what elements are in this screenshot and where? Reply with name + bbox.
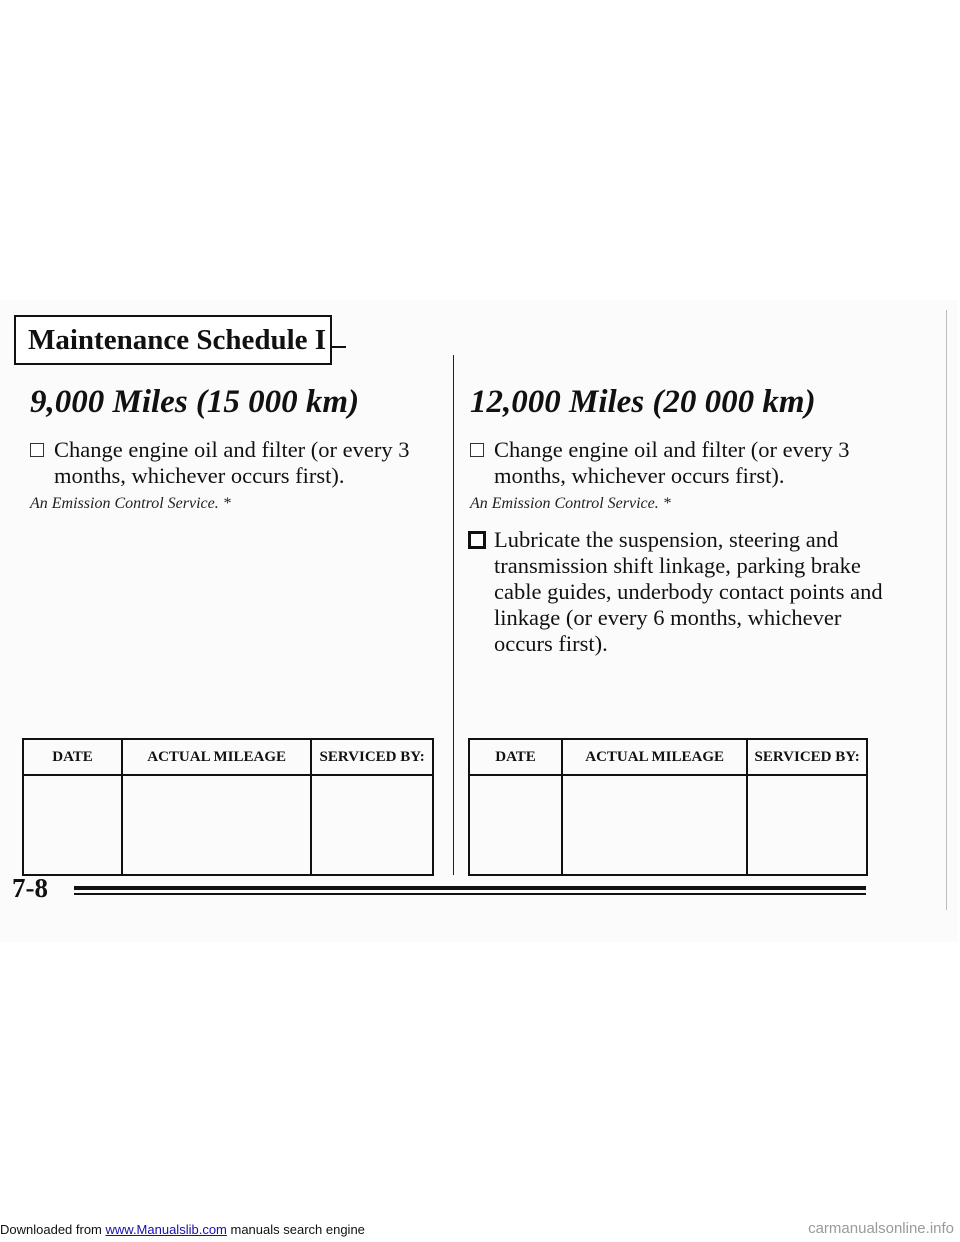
service-log-table-left	[22, 738, 434, 876]
footer-rule	[74, 886, 866, 890]
attribution-prefix: Downloaded from	[0, 1222, 106, 1237]
watermark-text: carmanualsonline.info	[808, 1220, 954, 1237]
mileage-cell[interactable]	[562, 775, 747, 875]
interval-heading: 9,000 Miles (15 000 km)	[30, 384, 360, 420]
checklist-item-text: Change engine oil and filter (or every 3 months, whichever occurs first).	[54, 437, 410, 488]
section-banner	[14, 315, 332, 365]
mileage-cell[interactable]	[122, 775, 311, 875]
manualslib-link[interactable]: www.Manualslib.com	[105, 1222, 227, 1237]
checklist-item-text: Lubricate the suspension, steering and transmission shift linkage, parking brake cable guides, underbody contact points and linkage (or every 6 months, whichever occurs first).	[494, 527, 883, 656]
emission-note: An Emission Control Service. *	[30, 495, 231, 512]
checklist-item	[470, 527, 890, 657]
checkbox-icon[interactable]	[30, 443, 44, 457]
column-header-serviced-by: SERVICED BY:	[747, 739, 867, 775]
column-divider	[453, 355, 454, 875]
page-number: 7-8	[12, 873, 48, 903]
emission-note: An Emission Control Service. *	[470, 495, 671, 512]
date-cell[interactable]	[23, 775, 122, 875]
attribution-suffix: manuals search engine	[226, 1222, 365, 1237]
interval-12000-section	[470, 384, 890, 661]
checkbox-icon[interactable]	[468, 531, 486, 549]
banner-tick-decoration	[332, 346, 346, 348]
column-header-date: DATE	[23, 739, 122, 775]
serviced-by-cell[interactable]	[311, 775, 433, 875]
checklist-item-text: Change engine oil and filter (or every 3 months, whichever occurs first).	[494, 437, 850, 488]
column-header-date: DATE	[469, 739, 562, 775]
footer-rule-thin	[74, 893, 866, 895]
interval-9000-section	[30, 384, 440, 527]
page-edge-line	[946, 310, 947, 910]
checklist-item	[30, 437, 440, 489]
column-header-actual-mileage: ACTUAL MILEAGE	[562, 739, 747, 775]
checklist-item	[470, 437, 890, 489]
checkbox-icon[interactable]	[470, 443, 484, 457]
service-log-table-right	[468, 738, 868, 876]
column-header-serviced-by: SERVICED BY:	[311, 739, 433, 775]
serviced-by-cell[interactable]	[747, 775, 867, 875]
section-title: Maintenance Schedule I	[28, 323, 327, 356]
date-cell[interactable]	[469, 775, 562, 875]
interval-heading: 12,000 Miles (20 000 km)	[470, 384, 816, 420]
column-header-actual-mileage: ACTUAL MILEAGE	[122, 739, 311, 775]
download-attribution	[0, 1222, 365, 1237]
